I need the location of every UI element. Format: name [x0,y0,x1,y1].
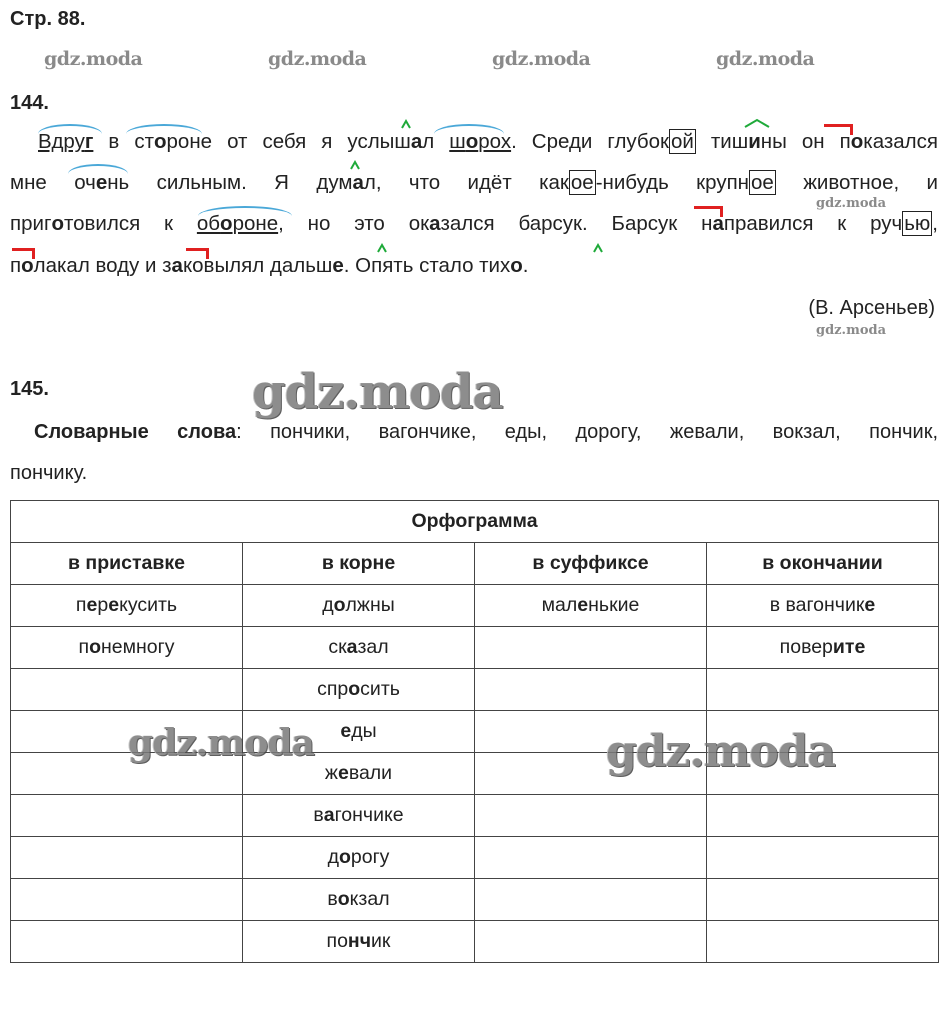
cell-text: гончике [334,804,404,826]
cell-text: кзал [349,888,390,910]
author: (В. Арсеньев) [808,297,935,319]
watermark: gdz.moda [252,364,503,420]
table-cell [11,879,243,921]
exercise-number-145: 145. [10,378,49,400]
text-segment: тиш [695,130,749,153]
highlight-letter: о [220,212,233,235]
table-cell [707,795,939,837]
highlight-letter: е [108,594,120,616]
table-cell [707,669,939,711]
stress-caret-icon [593,243,603,253]
text-segment: лакал воду и з [33,254,172,277]
stress-caret-icon [743,118,771,128]
watermark: gdz.moda [816,196,887,211]
syllable-arc [434,124,504,134]
table-cell [243,879,475,921]
highlight-letter: а [171,254,183,277]
highlight-letter: е [95,171,108,194]
boxed-ending: ью [904,212,931,235]
text-segment: л [422,130,450,153]
highlight-letter: а [712,212,724,235]
highlight-letter: а [429,212,441,235]
table-cell [243,921,475,963]
highlight-letter: о [348,678,361,700]
text-segment: , [932,212,938,235]
highlight-letter: е [337,762,349,784]
highlight-letter: а [352,171,364,194]
syllable-arc [126,124,202,134]
highlight-letter: о [89,636,101,658]
cell-text: лжны [345,594,395,616]
cell-text: немногу [100,636,175,658]
highlight-letter: о [510,254,523,277]
text-segment: . [522,254,529,277]
highlight-letter: е [332,254,344,277]
highlight-letter: и [748,130,761,153]
table-cell [475,585,707,627]
highlight-letter: о [333,594,346,616]
table-cell [707,879,939,921]
table-cell [475,627,707,669]
dictionary-label: Словарные слова [34,421,237,443]
text-segment: об [196,212,221,235]
prefix-mark-icon [12,248,35,259]
syllable-arc [198,206,292,216]
text-line [10,171,938,195]
cell-text: д [322,594,334,616]
watermark: gdz.moda [606,726,836,777]
highlight-letter: а [323,804,335,826]
column-header: в суффиксе [475,543,707,585]
text-segment: зался барсук. Барсук н [440,212,713,235]
text-segment: нь сильным. Я дум [107,171,353,194]
exercise-number-144: 144. [10,92,49,114]
dictionary-words [10,421,938,444]
watermark: gdz.moda [716,48,815,70]
highlight-letter: г [84,130,94,153]
highlight-letter: е [86,594,98,616]
table-row [11,585,939,627]
cell-text: р [97,594,109,616]
table-cell [475,879,707,921]
table-row [11,795,939,837]
text-segment: л, что идёт как [363,171,569,194]
cell-text: в [313,804,324,826]
table-row [11,879,939,921]
highlight-letter: е [577,594,589,616]
table-cell [11,795,243,837]
cell-text: нькие [588,594,640,616]
watermark: gdz.moda [128,722,314,764]
highlight-letter: о [153,130,167,153]
table-row [11,837,939,879]
table-cell [475,669,707,711]
highlight-letter: ите [832,636,866,658]
table-cell [475,921,707,963]
watermark: gdz.moda [816,323,887,338]
page-title: Стр. 88. [10,8,86,30]
prefix-mark-icon [694,206,723,217]
cell-text: ж [324,762,338,784]
text-segment: животное, и [775,171,939,194]
text-line [10,254,938,278]
cell-text: рогу [350,846,390,868]
cell-text: ск [328,636,347,658]
highlight-letter: о [850,130,864,153]
watermark: gdz.moda [44,48,143,70]
table-cell [475,795,707,837]
table-cell [11,921,243,963]
table-cell [475,837,707,879]
cell-text: ик [371,930,391,952]
watermark: gdz.moda [492,48,591,70]
table-cell [11,837,243,879]
text-segment: казался [863,130,938,153]
highlight-letter: е [864,594,876,616]
watermark: gdz.moda [268,48,367,70]
table-cell [243,837,475,879]
text-segment: мне оч [10,171,96,194]
prefix-mark-icon [186,248,209,259]
text-segment: роне от себя я услыш [166,130,411,153]
cell-text: в [327,888,338,910]
column-header: в приставке [11,543,243,585]
text-segment: правился к руч [723,212,903,235]
table-row [11,921,939,963]
highlight-letter: о [338,846,351,868]
text-segment: -нибудь крупн [595,171,749,194]
dictionary-list: : пончики, вагончике, еды, дорогу, жевали, вокзал, пончик, [236,421,939,443]
text-segment: . Опять стало тих [343,254,511,277]
syllable-arc [38,124,102,134]
table-title: Орфограмма [11,501,939,543]
cell-text: п [75,594,87,616]
column-header: в корне [243,543,475,585]
stress-caret-icon [401,119,411,129]
column-header: в окончании [707,543,939,585]
highlight-letter: нч [347,930,372,952]
table-header-row [11,543,939,585]
text-segment: рох [478,130,512,153]
highlight-letter: о [465,130,479,153]
cell-text: п [78,636,90,658]
highlight-letter: о [337,888,350,910]
highlight-letter: а [410,130,423,153]
stress-caret-icon [377,243,387,253]
cell-text: сить [360,678,400,700]
text-segment: ны он п [760,130,851,153]
cell-text: кусить [119,594,178,616]
text-segment: , но это ок [278,212,430,235]
table-cell [11,627,243,669]
text-segment: . Среди глубок [511,130,669,153]
cell-text: спр [317,678,349,700]
text-line [10,212,938,236]
dictionary-words-cont: пончику. [10,462,88,484]
highlight-letter: е [340,720,352,742]
table-cell [11,585,243,627]
boxed-ending: ое [570,171,594,194]
stress-caret-icon [350,160,360,170]
table-cell [243,795,475,837]
highlight-letter: а [346,636,358,658]
table-cell [707,585,939,627]
cell-text: д [327,846,339,868]
table-cell [707,921,939,963]
table-cell [243,627,475,669]
table-cell [707,837,939,879]
boxed-ending: ое [751,171,774,194]
table-cell [707,627,939,669]
prefix-mark-icon [824,124,853,135]
cell-text: в вагончик [769,594,865,616]
cell-text: ды [351,720,377,742]
cell-text: зал [357,636,389,658]
text-segment: ковылял дальш [182,254,333,277]
table-row [11,627,939,669]
text-segment: в ст [93,130,154,153]
cell-text: по [326,930,348,952]
table-cell [243,585,475,627]
syllable-arc [68,164,128,174]
cell-text: повер [779,636,833,658]
text-segment: п [10,254,22,277]
text-segment: Вдру [38,130,85,153]
highlight-letter: о [21,254,34,277]
cell-text: мал [541,594,578,616]
table-cell [11,669,243,711]
highlight-letter: о [51,212,64,235]
table-row [11,669,939,711]
text-segment: ш [449,130,466,153]
text-segment: товился к [63,212,197,235]
table-cell [243,669,475,711]
text-segment: приг [10,212,52,235]
text-segment: роне [232,212,279,235]
boxed-ending: ой [671,130,694,153]
cell-text: вали [348,762,393,784]
